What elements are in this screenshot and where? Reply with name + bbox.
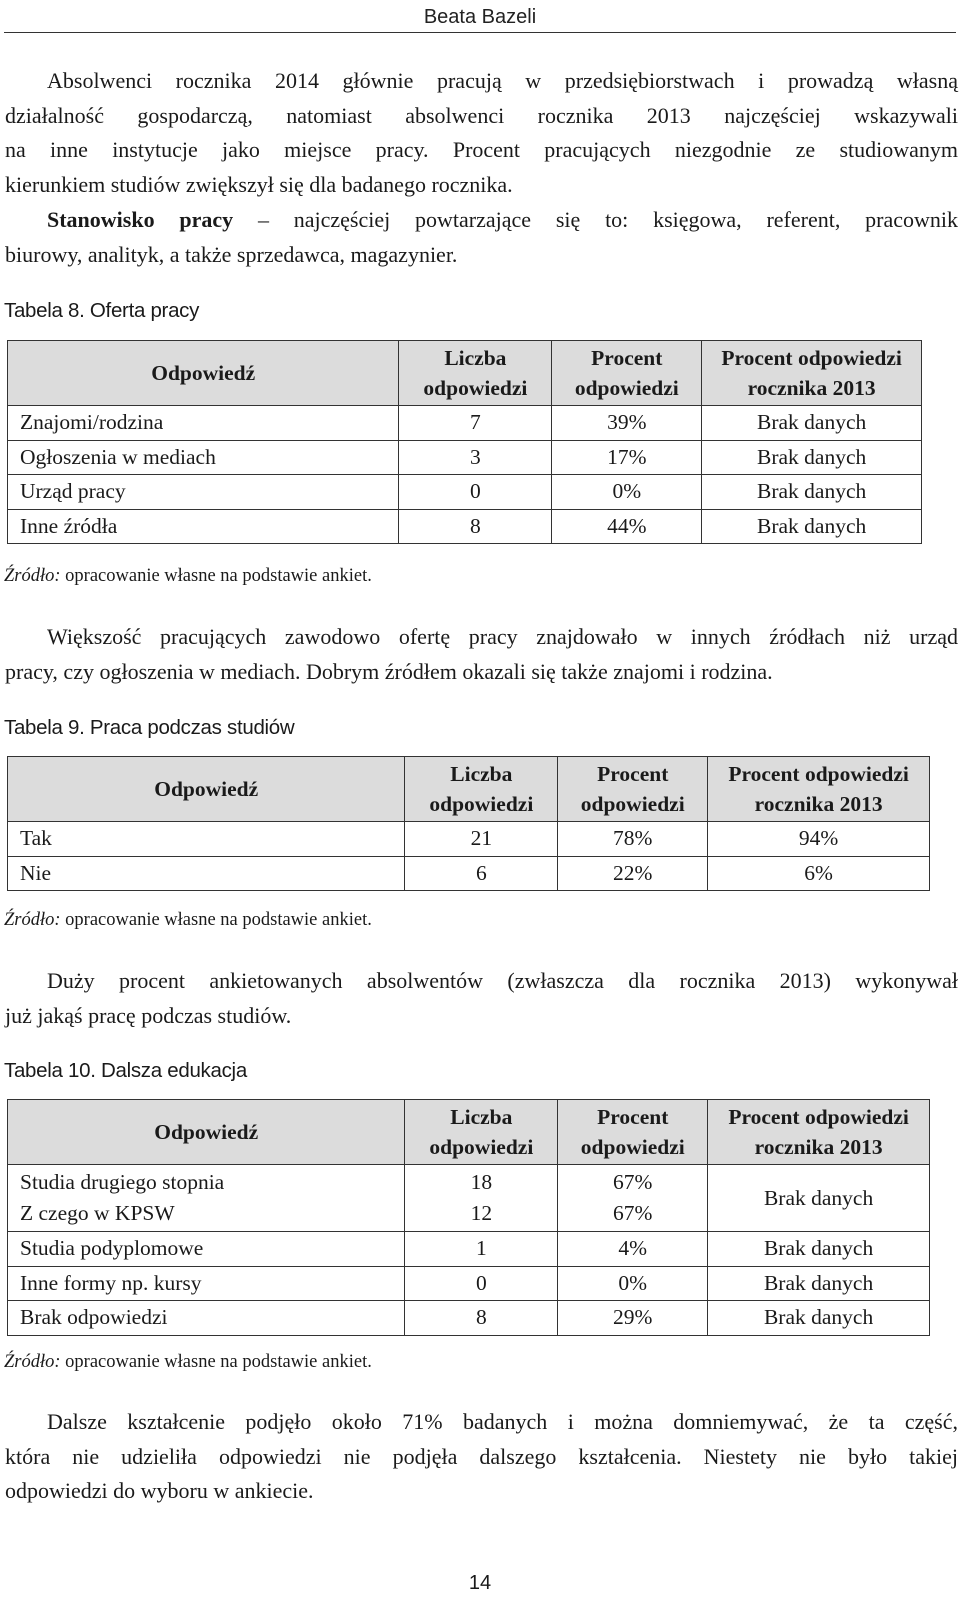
cell-count: 1 <box>405 1232 558 1267</box>
header-percent: Procent odpowiedzi <box>552 341 702 406</box>
paragraph-line: biurowy, analityk, a także sprzedawca, magazynier. <box>5 241 458 267</box>
paragraph-text: – najczęściej powtarzające się to: księgowa, referent, pracownik <box>233 207 958 232</box>
table-row <box>8 822 930 857</box>
paragraph-workplaces <box>5 64 958 202</box>
table9-source: Źródło: opracowanie własne na podstawie ankiet. <box>4 910 372 930</box>
cell-percent: 29% <box>558 1301 708 1336</box>
table10-caption: Tabela 10. Dalsza edukacja <box>4 1059 247 1082</box>
cell-percent: 39% <box>552 406 702 441</box>
table-row <box>8 475 922 510</box>
paragraph-further-education <box>5 1405 958 1509</box>
running-header: Beata Bazeli <box>423 6 537 28</box>
paragraph-job-positions <box>5 203 958 272</box>
cell-percent: 78% <box>558 822 708 857</box>
table-row <box>8 1232 930 1267</box>
header-percent-2013: Procent odpowiedzi rocznika 2013 <box>702 341 922 406</box>
header-answer: Odpowiedź <box>8 341 399 406</box>
table9-caption: Tabela 9. Praca podczas studiów <box>4 716 295 739</box>
paragraph-line: Dalsze kształcenie podjęło około 71% badanych i można domniemywać, że ta część, <box>47 1409 958 1434</box>
header-percent: Procent odpowiedzi <box>558 1100 708 1165</box>
paragraph-line: odpowiedzi do wyboru w ankiecie. <box>5 1478 314 1503</box>
cell-count: 21 <box>405 822 558 857</box>
cell-answer: Inne formy np. kursy <box>8 1266 405 1301</box>
cell-percent-2013: 6% <box>708 856 930 891</box>
table10 <box>7 1099 930 1336</box>
table10-source: Źródło: opracowanie własne na podstawie ankiet. <box>4 1352 372 1372</box>
paragraph-line: która nie udzieliła odpowiedzi nie podjęła dalszego kształcenia. Niestety nie było takiej <box>5 1443 958 1469</box>
cell-count: 8 <box>405 1301 558 1336</box>
header-count: Liczba odpowiedzi <box>399 341 552 406</box>
cell-percent-2013: Brak danych <box>702 440 922 475</box>
paragraph-line: Duży procent ankietowanych absolwentów (zwłaszcza dla rocznika 2013) wykonywał <box>47 968 958 993</box>
paragraph-line: kierunkiem studiów zwiększył się dla badanego rocznika. <box>5 171 513 197</box>
table-row <box>8 856 930 891</box>
cell-percent-2013: Brak danych <box>708 1232 930 1267</box>
cell-percent-2013: 94% <box>708 822 930 857</box>
paragraph-line: na inne instytucje jako miejsce pracy. Procent pracujących niezgodnie ze studiowanym <box>5 137 958 162</box>
cell-percent-2013: Brak danych <box>708 1301 930 1336</box>
cell-percent: 17% <box>552 440 702 475</box>
cell-answer: Inne źródła <box>8 509 399 544</box>
table-row <box>8 1165 930 1232</box>
paragraph-line: już jakąś pracę podczas studiów. <box>5 1002 292 1028</box>
cell-answer: Ogłoszenia w mediach <box>8 440 399 475</box>
cell-count: 6 <box>405 856 558 891</box>
header-count: Liczba odpowiedzi <box>405 1100 558 1165</box>
cell-answer: Studia drugiego stopnia Z czego w KPSW <box>8 1165 405 1232</box>
cell-percent: 0% <box>552 475 702 510</box>
table-header-row <box>8 757 930 822</box>
header-answer: Odpowiedź <box>8 757 405 822</box>
cell-percent: 44% <box>552 509 702 544</box>
cell-percent: 4% <box>558 1232 708 1267</box>
cell-count: 18 12 <box>405 1165 558 1232</box>
page-number: 14 <box>468 1572 492 1594</box>
cell-answer: Nie <box>8 856 405 891</box>
cell-percent-2013: Brak danych <box>702 509 922 544</box>
table-header-row <box>8 1100 930 1165</box>
paragraph-job-offers <box>5 620 958 689</box>
header-percent: Procent odpowiedzi <box>558 757 708 822</box>
cell-count: 3 <box>399 440 552 475</box>
cell-count: 8 <box>399 509 552 544</box>
table-row <box>8 1301 930 1336</box>
header-answer: Odpowiedź <box>8 1100 405 1165</box>
paragraph-line: Większość pracujących zawodowo ofertę pracy znajdowało w innych źródłach niż urząd <box>47 624 958 649</box>
paragraph-line: pracy, czy ogłoszenia w mediach. Dobrym źródłem okazali się także znajomi i rodzina. <box>5 658 773 684</box>
cell-answer: Tak <box>8 822 405 857</box>
table-row <box>8 509 922 544</box>
paragraph-line: działalność gospodarczą, natomiast absolwenci rocznika 2013 najczęściej wskazywali <box>5 102 958 128</box>
cell-count: 0 <box>399 475 552 510</box>
header-count: Liczba odpowiedzi <box>405 757 558 822</box>
cell-count: 0 <box>405 1266 558 1301</box>
table-row <box>8 406 922 441</box>
cell-answer: Brak odpowiedzi <box>8 1301 405 1336</box>
table8-caption: Tabela 8. Oferta pracy <box>4 299 200 322</box>
paragraph-line: Absolwenci rocznika 2014 głównie pracują w przedsiębiorstwach i prowadzą własną <box>47 68 958 93</box>
cell-percent: 0% <box>558 1266 708 1301</box>
paragraph-line <box>5 203 958 238</box>
header-percent-2013: Procent odpowiedzi rocznika 2013 <box>708 1100 930 1165</box>
paragraph-work-during-studies <box>5 964 958 1033</box>
cell-answer: Studia podyplomowe <box>8 1232 405 1267</box>
cell-percent: 22% <box>558 856 708 891</box>
cell-answer: Znajomi/rodzina <box>8 406 399 441</box>
cell-count: 7 <box>399 406 552 441</box>
table9 <box>7 756 930 891</box>
table8-source: Źródło: opracowanie własne na podstawie ankiet. <box>4 566 372 586</box>
cell-percent-2013: Brak danych <box>702 475 922 510</box>
table-row <box>8 1266 930 1301</box>
table-header-row <box>8 341 922 406</box>
header-rule <box>4 32 956 33</box>
cell-percent-2013: Brak danych <box>708 1165 930 1232</box>
header-percent-2013: Procent odpowiedzi rocznika 2013 <box>708 757 930 822</box>
bold-term: Stanowisko pracy <box>47 207 234 232</box>
cell-percent-2013: Brak danych <box>702 406 922 441</box>
cell-answer: Urząd pracy <box>8 475 399 510</box>
table-row <box>8 440 922 475</box>
cell-percent: 67% 67% <box>558 1165 708 1232</box>
cell-percent-2013: Brak danych <box>708 1266 930 1301</box>
table8 <box>7 340 922 544</box>
